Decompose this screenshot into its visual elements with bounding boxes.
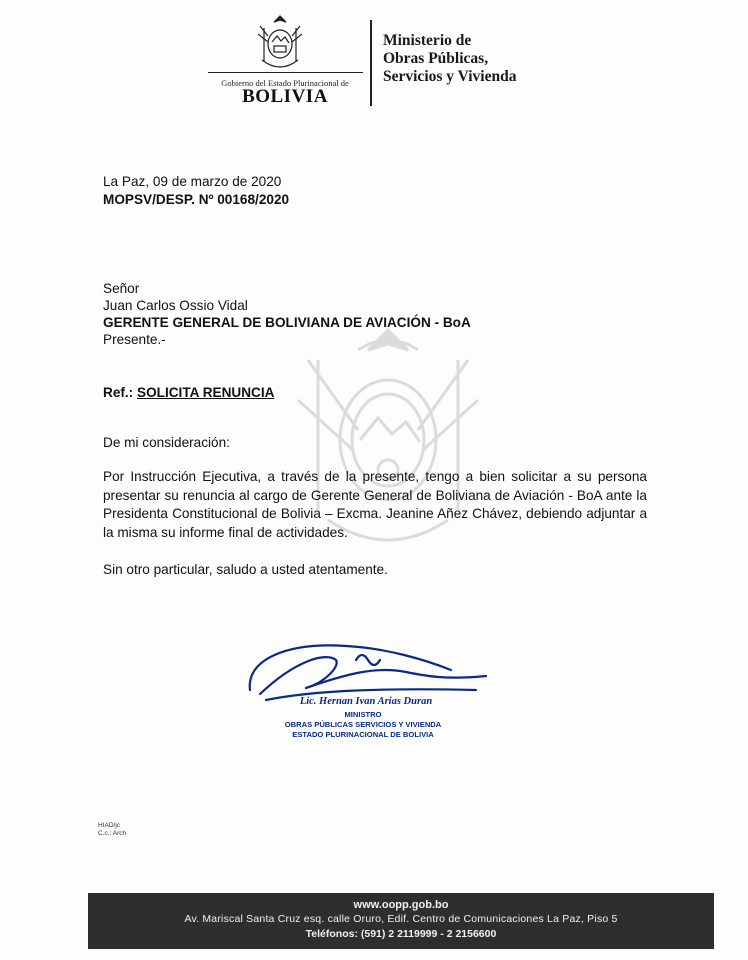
government-label: Gobierno del Estado Plurinacional de — [221, 78, 349, 88]
presente-label: Presente.- — [103, 332, 166, 347]
footer-bar — [88, 893, 714, 949]
initials-line: HIAD/jc — [98, 822, 121, 829]
signatory-name: Lic. Hernan Ivan Arias Duran — [299, 696, 433, 707]
body-line: presentar su renuncia al cargo de Gerente General de Boliviana de Aviación - BoA ante la — [103, 487, 647, 503]
place-date: La Paz, 09 de marzo de 2020 — [103, 174, 282, 189]
footer-address: Av. Mariscal Santa Cruz esq. calle Oruro, Edif. Centro de Comunicaciones La Paz, Piso 5 — [184, 913, 618, 925]
stamp-line: OBRAS PÚBLICAS SERVICIOS Y VIVIENDA — [284, 720, 442, 729]
stamp-line: MINISTRO — [344, 710, 382, 719]
header-divider — [370, 20, 372, 106]
ref-value: SOLICITA RENUNCIA — [137, 385, 275, 400]
stamp-line: ESTADO PLURINACIONAL DE BOLIVIA — [292, 730, 434, 739]
country-name: BOLIVIA — [242, 86, 328, 107]
ministry-name — [383, 32, 603, 86]
subject-line — [103, 384, 274, 402]
ministry-line: Servicios y Vivienda — [383, 68, 517, 85]
header-rule — [208, 72, 363, 73]
initials-line: C.c.: Arch — [98, 830, 127, 837]
document-initials — [98, 822, 126, 838]
body-line: Presidenta Constitucional de Bolivia – Excma. Jeanine Añez Chávez, debiendo adjuntar a — [103, 506, 647, 521]
ministry-line: Obras Públicas, — [383, 50, 489, 67]
closing-line: Sin otro particular, saludo a usted atentamente. — [103, 562, 388, 577]
body-paragraph — [103, 468, 647, 542]
coat-of-arms-icon — [254, 12, 306, 74]
footer-phones: Teléfonos: (591) 2 2119999 - 2 2156600 — [305, 928, 497, 940]
greeting: De mi consideración: — [103, 435, 230, 450]
footer-website: www.oopp.gob.bo — [353, 899, 449, 911]
recipient-name: Juan Carlos Ossio Vidal — [103, 298, 248, 313]
ministry-line: Ministerio de — [383, 32, 472, 49]
salutation-title: Señor — [103, 281, 140, 296]
official-stamp — [278, 710, 448, 740]
letterhead — [0, 0, 748, 120]
body-line: la misma su informe final de actividades. — [103, 524, 348, 540]
recipient-position: GERENTE GENERAL DE BOLIVIANA DE AVIACIÓN - BoA — [103, 315, 471, 330]
body-line: Por Instrucción Ejecutiva, a través de la presente, tengo a bien solicitar a su persona — [103, 469, 647, 484]
reference-number: MOPSV/DESP. Nº 00168/2020 — [103, 192, 290, 207]
ref-label: Ref.: — [103, 385, 134, 400]
